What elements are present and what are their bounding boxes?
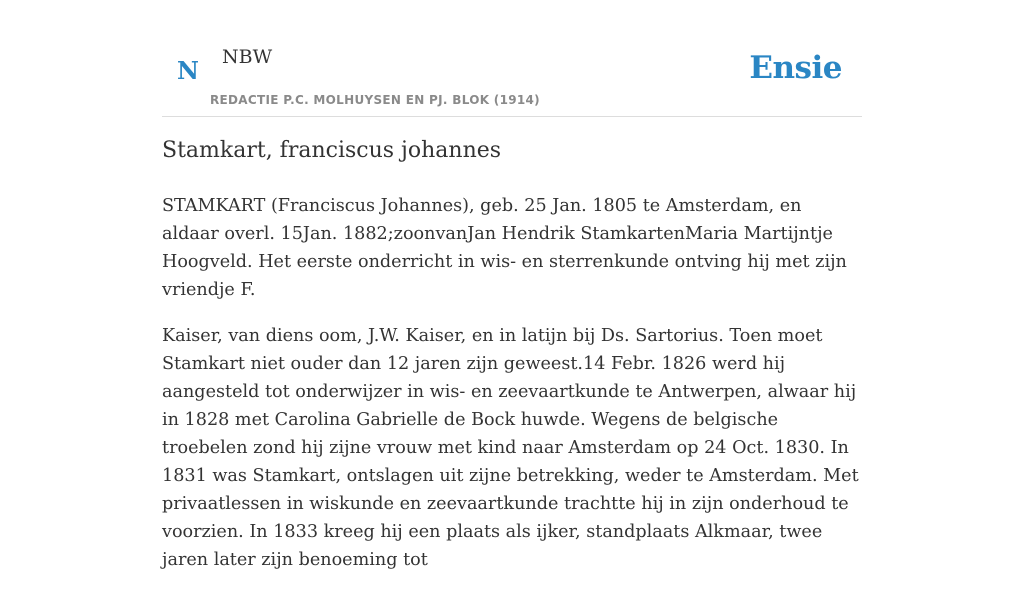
article-paragraph: STAMKART (Franciscus Johannes), geb. 25 Jan. 1805 te Amsterdam, en aldaar overl. 15Jan. 1882;zoonvanJan Hendrik StamkartenMaria Martijntje Hoogveld. Het eerste onderricht in wis- en sterrenkunde ontving hij met zijn vriendje F.: [162, 196, 847, 300]
source-logo: N: [177, 56, 199, 85]
source-name[interactable]: NBW: [222, 46, 273, 68]
source-header: [162, 0, 862, 117]
source-editors: REDACTIE P.C. MOLHUYSEN EN PJ. BLOK (1914): [210, 93, 540, 107]
article-paragraph: Kaiser, van diens oom, J.W. Kaiser, en in latijn bij Ds. Sartorius. Toen moet Stamkart niet ouder dan 12 jaren zijn geweest.14 Febr. 1826 werd hij aangesteld tot onderwijzer in wis- en zeevaartkunde te Antwerpen, alwaar hij in 1828 met Carolina Gabrielle de Bock huwde. Wegens de belgische troebelen zond hij zijne vrouw met kind naar Amsterdam op 24 Oct. 1830. In 1831 was Stamkart, ontslagen uit zijne betrekking, weder te Amsterdam. Met privaatlessen in wiskunde en zeevaartkunde trachtte hij in zijn onderhoud te voorzien. In 1833 kreeg hij een plaats als ijker, standplaats Alkmaar, twee jaren later zijn benoeming tot: [162, 326, 859, 570]
brand-logo-link[interactable]: Ensie: [749, 50, 842, 86]
article-body: [162, 192, 862, 592]
article-title: Stamkart, franciscus johannes: [162, 138, 502, 163]
